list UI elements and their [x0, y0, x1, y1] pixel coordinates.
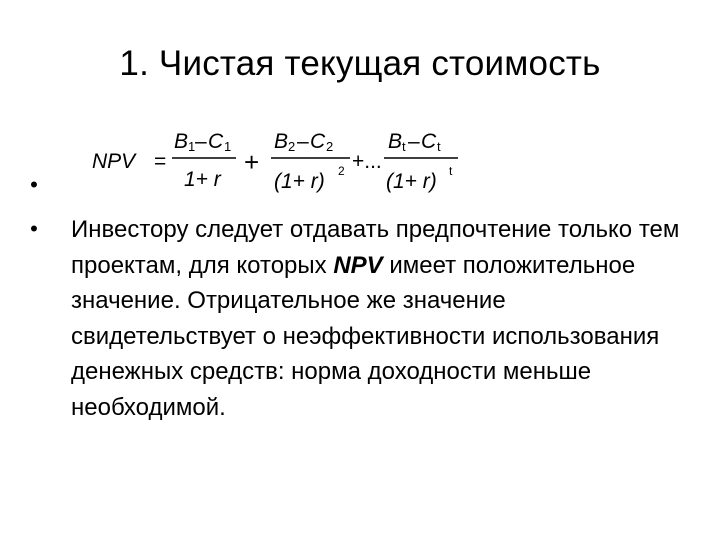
term1-denominator: 1+ r	[184, 168, 221, 191]
npv-formula	[88, 118, 468, 200]
term1-numerator-c-sub: 1	[224, 139, 232, 154]
term3-denominator-exponent: t	[449, 164, 453, 178]
paragraph-part1: Инвестору следует отдавать предпочтение только тем проектам, для которых	[71, 216, 680, 279]
bullet-marker-paragraph: •	[30, 216, 38, 241]
term1-numerator-b-sub: 1	[188, 139, 196, 154]
term1-numerator-minus: –	[195, 130, 207, 153]
term3-numerator-c: C	[421, 130, 437, 153]
term2-numerator-c: C	[310, 130, 326, 153]
formula-ellipsis: +...	[352, 150, 382, 173]
term3-numerator-minus: –	[408, 130, 420, 153]
paragraph-npv-emphasis: NPV	[333, 251, 383, 279]
bullet-marker-formula: •	[30, 172, 38, 197]
term2-numerator-minus: –	[297, 130, 309, 153]
term2-denominator-exponent: 2	[338, 164, 345, 178]
paragraph-part2: имеет положительное значение. Отрицательное же значение свидетельствует о неэффективности использования денежных средств: норма доходности меньше необходимой.	[71, 251, 660, 421]
formula-plus: +	[244, 147, 260, 177]
term2-numerator-b-sub: 2	[288, 139, 296, 154]
term2-denominator: (1+ r)	[274, 170, 325, 193]
term3-denominator: (1+ r)	[386, 170, 437, 193]
formula-equals: =	[154, 150, 167, 173]
term3-numerator-b: B	[388, 130, 403, 153]
term2-numerator-b: B	[274, 130, 289, 153]
term1-numerator-c: C	[208, 130, 224, 153]
slide-title: 1. Чистая текущая стоимость	[119, 44, 601, 83]
term3-numerator-b-sub: t	[402, 139, 406, 154]
formula-lhs: NPV	[92, 150, 136, 173]
npv-formula-graphic	[88, 118, 468, 200]
bullet-paragraph	[71, 212, 696, 425]
term3-numerator-c-sub: t	[437, 139, 441, 154]
term1-numerator-b: B	[174, 130, 189, 153]
term2-numerator-c-sub: 2	[326, 139, 334, 154]
